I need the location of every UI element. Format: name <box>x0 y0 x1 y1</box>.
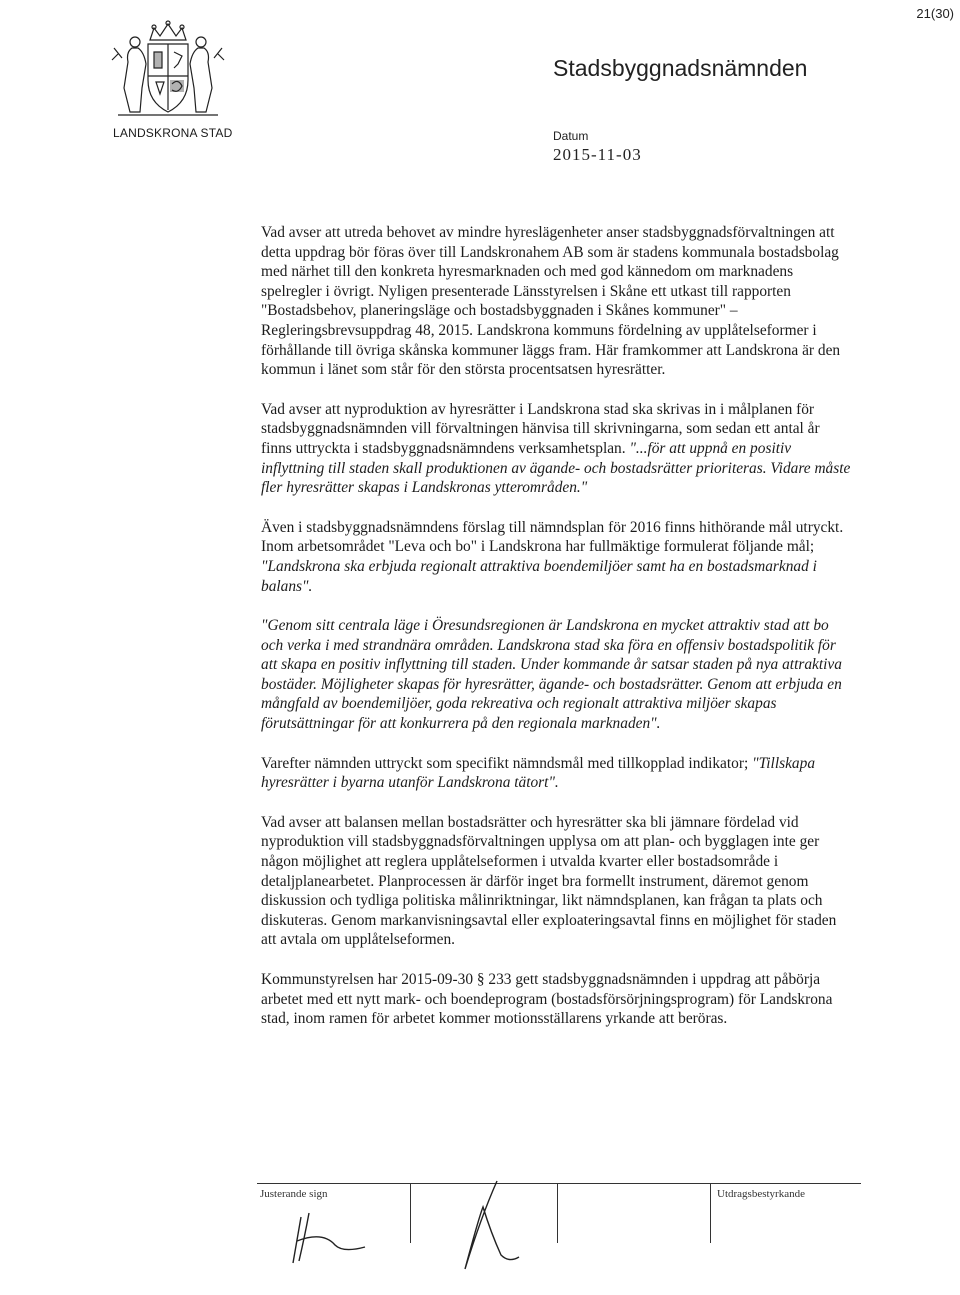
footer-divider <box>410 1183 411 1243</box>
paragraph <box>261 813 851 950</box>
paragraph <box>261 970 851 1029</box>
quoted-text: "Tillskapa hyresrätter i byarna utanför Landskrona tätort". <box>261 754 816 792</box>
paragraph <box>261 616 851 734</box>
handwritten-initials-signature <box>435 1177 545 1277</box>
document-body <box>261 223 851 1049</box>
paragraph-text: Vad avser att nyproduktion av hyresrätter i Landskrona stad ska skrivas in i målplanen för stadsbyggnadsnämnden vill förvaltningen hänvisa till skrivningarna, som sedan ett antal år finns uttryckta i stadsbyggnadsnämndens verksamhetsplan. <box>261 400 820 457</box>
date-label: Datum <box>553 129 589 143</box>
justerande-sign-label: Justerande sign <box>260 1188 328 1200</box>
paragraph-text: Även i stadsbyggnadsnämndens förslag till nämndsplan för 2016 finns hithörande mål utryckt. Inom arbetsområdet "Leva och bo" i Landskrona har fullmäktige formulerat följande mål; <box>261 518 844 556</box>
page-number: 21(30) <box>916 6 954 21</box>
handwritten-initials-signature <box>283 1205 393 1271</box>
paragraph <box>261 400 851 498</box>
board-title: Stadsbyggnadsnämnden <box>553 55 808 81</box>
paragraph-text: Vad avser att balansen mellan bostadsrätter och hyresrätter ska bli jämnare fördelad vid nyproduktion vill stadsbyggnadsförvaltningen upplysa om att plan- och bygglagen inte ger någon möjlighet att reglera upplåtelseformen i utvalda kvarter eller bostadsområde i detaljplanearbetet. Planprocessen är därför inget bra formellt instrument, däremot genom diskussion och tydliga politiska målinriktningar, likt nämndsplanen, kan frågan ta plats och diskuteras. Genom markanvisningsavtal eller exploateringsavtal finns en möjlighet för staden att avtala om upplåtelseformen. <box>261 813 837 949</box>
paragraph-text: Vad avser att utreda behovet av mindre hyreslägenheter anser stadsbyggnadsförvaltningen att detta uppdrag bör föras över till Landskronahem AB som är stadens kommunala bostadsbolag med närhet till den konkreta hyresmarknaden och med god kännedom om marknadens spelregler i övrigt. Nyligen presenterade Länsstyrelsen i Skåne ett utkast till rapporten "Bostadsbehov, planeringsläge och bostadsbyggnaden i Skånes kommuner" – Regleringsbrevsuppdrag 48, 2015. Landskrona kommuns fördelning av upplåtelseformer i förhållande till övriga skånska kommuner läggs fram. Här framkommer att Landskrona är den kommun i länet som står för den största procentsatsen hyresrätter. <box>261 224 841 379</box>
paragraph <box>261 223 851 380</box>
paragraph <box>261 518 851 596</box>
org-name: LANDSKRONA STAD <box>113 126 233 140</box>
paragraph <box>261 754 851 793</box>
quoted-text: "Landskrona ska erbjuda regionalt attraktiva boendemiljöer samt ha en bostadsmarknad i balans". <box>261 557 817 595</box>
signature-footer <box>257 1183 861 1278</box>
quoted-text: "...för att uppnå en positiv inflyttning till staden skall produktionen av ägande- och bostadsrätter prioriteras. Vidare måste fler hyresrätter skapas i Landskronas ytterområden." <box>261 439 851 497</box>
quoted-text: "Genom sitt centrala läge i Öresundsregionen är Landskrona en mycket attraktiv stad att bo och verka i med strandnära områden. Landskrona stad ska föra en offensiv bostadspolitik för att skapa en positiv inflyttning till staden. Under kommande år satsar staden på nya attraktiva bostäder. Möjligheter skapas för hyresrätter, ägande- och bostadsrätter. Genom att erbjuda en mångfald av boendemiljöer, goda rekreativa och regionalt attraktiva miljöer skapas förutsättningar för att konkurrera på den regionala marknaden". <box>261 617 842 733</box>
footer-rule <box>257 1183 861 1184</box>
utdragsbestyrkande-label: Utdragsbestyrkande <box>717 1188 805 1200</box>
footer-divider <box>710 1183 711 1243</box>
footer-divider <box>557 1183 558 1243</box>
city-coat-of-arms-logo <box>104 18 232 122</box>
date-value: 2015-11-03 <box>553 145 642 164</box>
paragraph-text: Kommunstyrelsen har 2015-09-30 § 233 gett stadsbyggnadsnämnden i uppdrag att påbörja arbetet med ett nytt mark- och boendeprogram (bostadsförsörjningsprogram) för Landskrona stad, inom ramen för arbetet kommer motionsställarens yrkande att beröras. <box>261 971 833 1028</box>
paragraph-text: Varefter nämnden uttryckt som specifikt nämndsmål med tillkopplad indikator; <box>261 754 753 772</box>
